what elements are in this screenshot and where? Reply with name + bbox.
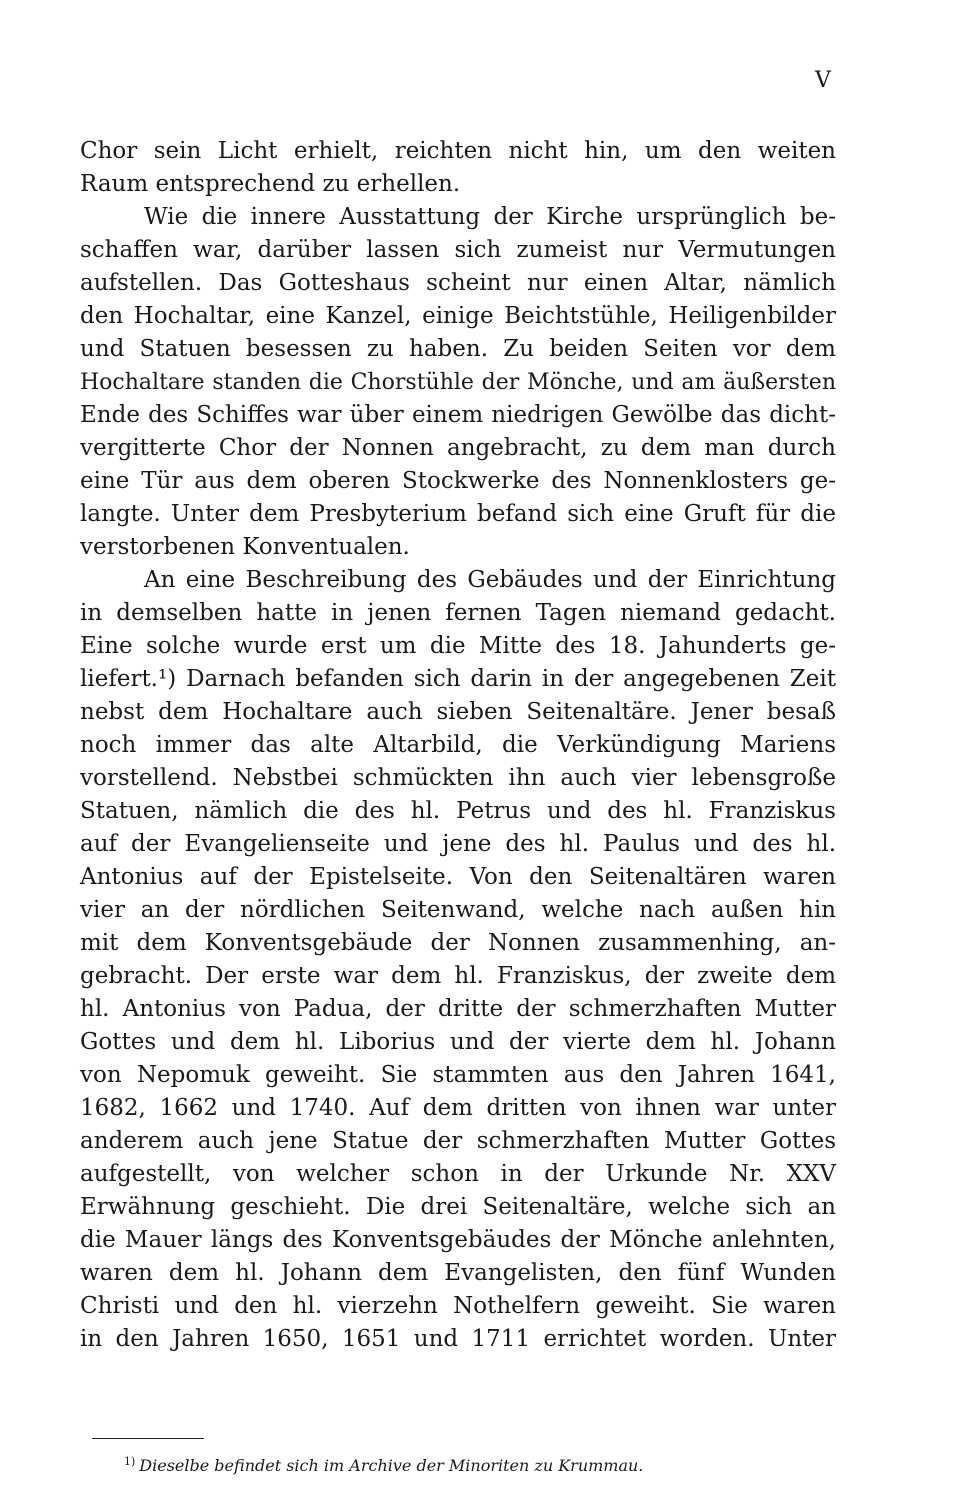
text-line: in den Jahren 1650, 1651 und 1711 errichtet worden. Unter (80, 1326, 836, 1352)
text-line: verstorbenen Konventualen. (80, 534, 410, 560)
text-line: Ende des Schiffes war über einem niedrigen Gewölbe das dicht- (80, 402, 836, 428)
text-line: Eine solche wurde erst um die Mitte des 18. Jahunderts ge- (80, 633, 836, 659)
text-line: den Hochaltar, eine Kanzel, einige Beichtstühle, Heiligenbilder (80, 303, 836, 329)
text-line: Christi und den hl. vierzehn Nothelfern geweiht. Sie waren (80, 1293, 836, 1319)
text-line: aufgestellt, von welcher schon in der Urkunde Nr. XXV (80, 1161, 836, 1187)
text-line: Chor sein Licht erhielt, reichten nicht hin, um den weiten (80, 138, 836, 164)
text-line: waren dem hl. Johann dem Evangelisten, den fünf Wunden (80, 1260, 836, 1286)
text-line: von Nepomuk geweiht. Sie stammten aus den Jahren 1641, (80, 1062, 836, 1088)
text-line: liefert.¹) Darnach befanden sich darin in der angegebenen Zeit (80, 666, 836, 692)
text-line: 1682, 1662 und 1740. Auf dem dritten von ihnen war unter (80, 1095, 836, 1121)
text-line: Statuen, nämlich die des hl. Petrus und des hl. Franziskus (80, 798, 836, 824)
text-line: aufstellen. Das Gotteshaus scheint nur einen Altar, nämlich (80, 270, 836, 296)
text-line: gebracht. Der erste war dem hl. Franziskus, der zweite dem (80, 963, 836, 989)
text-line: anderem auch jene Statue der schmerzhaften Mutter Gottes (80, 1128, 836, 1154)
page-number: V (815, 68, 831, 93)
text-line: in demselben hatte in jenen fernen Tagen niemand gedacht. (80, 600, 836, 626)
text-line: langte. Unter dem Presbyterium befand sich eine Gruft für die (80, 501, 836, 527)
text-line: Gottes und dem hl. Liborius und der vierte dem hl. Johann (80, 1029, 836, 1055)
text-line: Raum entsprechend zu erhellen. (80, 171, 461, 197)
footnote-mark: 1) (124, 1454, 136, 1468)
body-text (80, 135, 836, 1356)
text-line: Antonius auf der Epistelseite. Von den Seitenaltären waren (80, 864, 836, 890)
text-line: mit dem Konventsgebäude der Nonnen zusammenhing, an- (80, 930, 836, 956)
text-line: die Mauer längs des Konventsgebäudes der Mönche anlehnten, (80, 1227, 836, 1253)
text-line: nebst dem Hochaltare auch sieben Seitenaltäre. Jener besaß (80, 699, 836, 725)
text-line: und Statuen besessen zu haben. Zu beiden Seiten vor dem (80, 336, 836, 362)
footnote-divider (92, 1438, 204, 1439)
text-line: Erwähnung geschieht. Die drei Seitenaltäre, welche sich an (80, 1194, 836, 1220)
text-line: eine Tür aus dem oberen Stockwerke des Nonnenklosters ge- (80, 468, 836, 494)
text-line: Wie die innere Ausstattung der Kirche ursprünglich be- (144, 204, 836, 230)
text-line: vier an der nördlichen Seitenwand, welche nach außen hin (80, 897, 836, 923)
text-line: An eine Beschreibung des Gebäudes und der Einrichtung (144, 567, 836, 593)
text-line: noch immer das alte Altarbild, die Verkündigung Mariens (80, 732, 836, 758)
text-line: auf der Evangelienseite und jene des hl. Paulus und des hl. (80, 831, 836, 857)
footnote-text: Dieselbe befindet sich im Archive der Minoriten zu Krummau. (139, 1456, 644, 1475)
text-line: vorstellend. Nebstbei schmückten ihn auch vier lebensgroße (80, 765, 836, 791)
text-line: vergitterte Chor der Nonnen angebracht, zu dem man durch (80, 435, 836, 461)
footnote (124, 1454, 643, 1478)
text-line: hl. Antonius von Padua, der dritte der schmerzhaften Mutter (80, 996, 836, 1022)
text-line: schaffen war, darüber lassen sich zumeist nur Vermutungen (80, 237, 836, 263)
text-line: Hochaltare standen die Chorstühle der Mönche, und am äußersten (80, 370, 836, 395)
